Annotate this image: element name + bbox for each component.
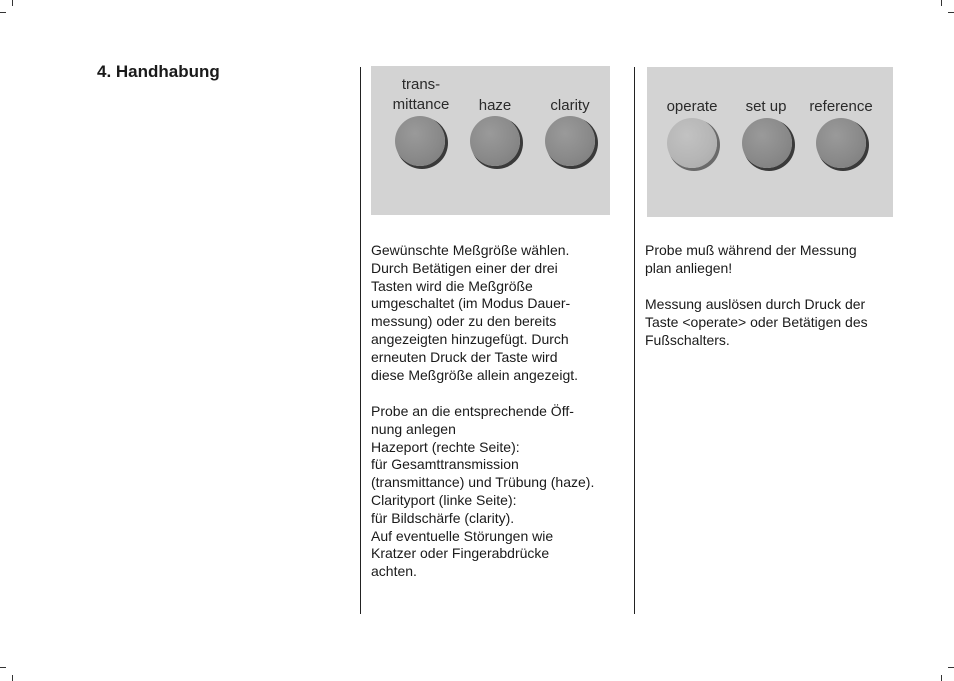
reference-key-label: reference xyxy=(809,98,873,115)
measurement-keys-panel xyxy=(371,66,610,215)
clarity-key[interactable] xyxy=(545,116,595,166)
transmittance-key-label: trans- mittance xyxy=(392,76,450,113)
crop-mark xyxy=(0,12,6,13)
haze-key-label: haze xyxy=(478,97,512,114)
column-divider-left xyxy=(360,67,361,614)
operate-key[interactable] xyxy=(667,118,717,168)
reference-key[interactable] xyxy=(816,118,866,168)
crop-mark xyxy=(941,675,942,681)
set-up-key[interactable] xyxy=(742,118,792,168)
crop-mark xyxy=(12,0,13,6)
haze-key[interactable] xyxy=(470,116,520,166)
instruction-apply-sample: Probe an die entsprechende Öff- nung anlegen Hazeport (rechte Seite): für Gesamttransmission (transmittance) und Trübung (haze). Clarityport (linke Seite): für Bildschärfe (clarity). Auf eventuelle Störungen wie Kratzer oder Fingerabdrücke achten. xyxy=(371,403,595,580)
operation-keys-panel xyxy=(647,67,893,217)
crop-mark xyxy=(948,12,954,13)
instruction-select-measurement: Gewünschte Meßgröße wählen. Durch Betätigen einer der drei Tasten wird die Meßgröße umgeschaltet (im Modus Dauer- messung) oder zu den bereits angezeigten hinzugefügt. Durch erneuten Druck der Taste wird diese Meßgröße allein angezeigt. xyxy=(371,242,579,383)
section-title: 4. Handhabung xyxy=(97,62,220,81)
crop-mark xyxy=(12,675,13,681)
transmittance-key[interactable] xyxy=(395,116,445,166)
instruction-sample-flat: Probe muß während der Messung plan anliegen! xyxy=(645,242,857,276)
set-up-key-label: set up xyxy=(745,98,787,115)
crop-mark xyxy=(0,667,6,668)
clarity-key-label: clarity xyxy=(550,97,590,114)
instruction-trigger-measurement: Messung auslösen durch Druck der Taste <operate> oder Betätigen des Fußschalters. xyxy=(645,296,868,348)
operate-key-label: operate xyxy=(666,98,718,115)
column-divider-right xyxy=(634,67,635,614)
crop-mark xyxy=(948,667,954,668)
crop-mark xyxy=(941,0,942,6)
